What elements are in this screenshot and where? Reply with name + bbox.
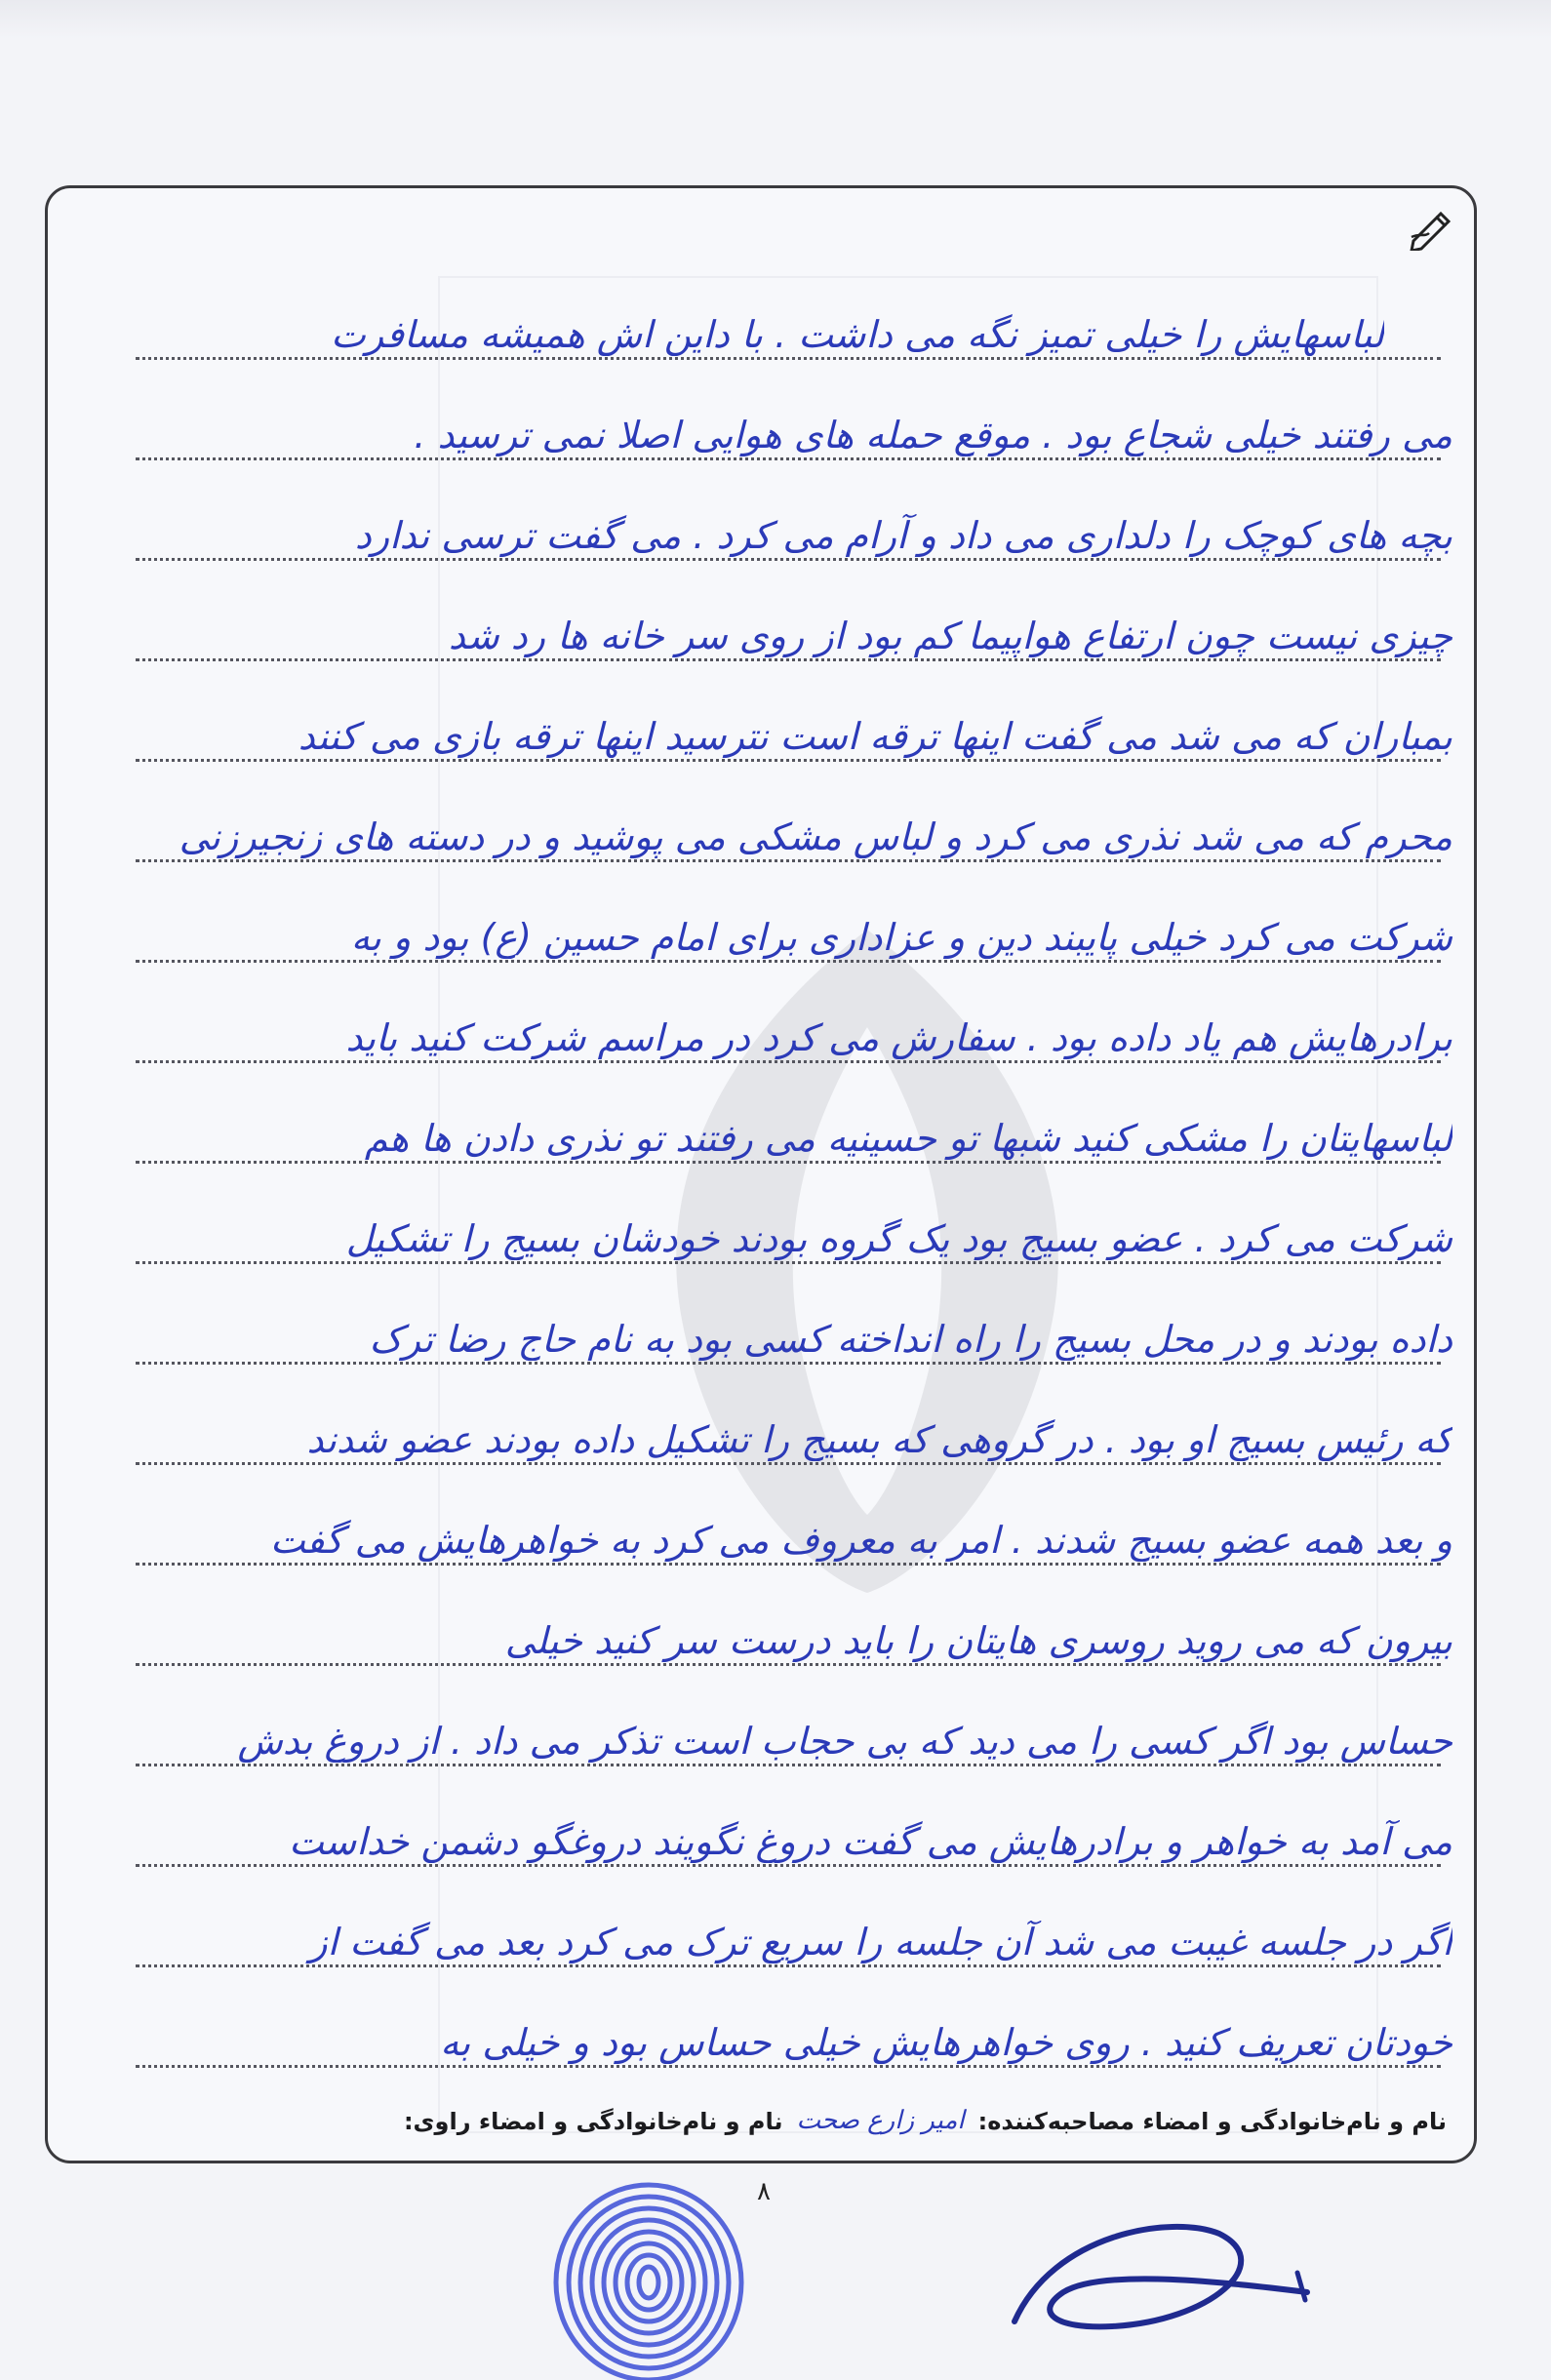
fingerprint bbox=[546, 2165, 751, 2380]
text-line bbox=[87, 1185, 1452, 1286]
interviewer-name: امیر زارع صحت bbox=[796, 2106, 965, 2135]
line-text: بمباران که می شد می گفت اینها ترقه است نترسید اینها ترقه بازی می کنند bbox=[298, 715, 1452, 758]
text-line bbox=[87, 1286, 1452, 1386]
line-text: برادرهایش هم یاد داده بود . سفارش می کرد در مراسم شرکت کنید باید bbox=[345, 1016, 1452, 1059]
text-line bbox=[87, 1386, 1452, 1487]
page-frame bbox=[45, 185, 1477, 2163]
text-line bbox=[87, 482, 1452, 582]
text-line bbox=[87, 1487, 1452, 1587]
line-text: می آمد به خواهر و برادرهایش می گفت دروغ نگویند دروغگو دشمن خداست bbox=[289, 1820, 1452, 1863]
line-text: بچه های کوچک را دلداری می داد و آرام می کرد . می گفت ترسی ندارد bbox=[354, 514, 1452, 557]
narrator-label: نام و نام‌خانوادگی و امضاء راوی: bbox=[403, 2108, 783, 2135]
paper-top-edge bbox=[0, 0, 1551, 39]
text-line bbox=[87, 1788, 1452, 1888]
line-text: لباسهایش را خیلی تمیز نگه می داشت . با داین اش همیشه مسافرت bbox=[331, 313, 1384, 356]
line-text: و بعد همه عضو بسیج شدند . امر به معروف می کرد به خواهرهایش می گفت bbox=[269, 1519, 1452, 1562]
line-text: شرکت می کرد . عضو بسیج بود یک گروه بودند خودشان بسیج را تشکیل bbox=[345, 1217, 1452, 1260]
text-line bbox=[87, 683, 1452, 783]
line-text: اگر در جلسه غیبت می شد آن جلسه را سریع ترک می کرد بعد می گفت از bbox=[309, 1921, 1452, 1964]
text-line bbox=[87, 1587, 1452, 1687]
text-line bbox=[87, 1888, 1452, 1989]
line-text: لباسهایتان را مشکی کنید شبها تو حسینیه می رفتند تو نذری دادن ها هم bbox=[364, 1117, 1452, 1160]
line-text: می رفتند خیلی شجاع بود . موقع حمله های هوایی اصلا نمی ترسید . bbox=[414, 414, 1452, 456]
pen-writing-icon bbox=[1408, 208, 1454, 251]
handwritten-lines bbox=[87, 281, 1452, 2089]
line-text: که رئیس بسیج او بود . در گروهی که بسیج را تشکیل داده بودند عضو شدند bbox=[306, 1418, 1452, 1461]
line-text: شرکت می کرد خیلی پایبند دین و عزاداری برای امام حسین (ع) بود و به bbox=[350, 916, 1452, 959]
text-line bbox=[87, 783, 1452, 884]
line-text: چیزی نیست چون ارتفاع هواپیما کم بود از روی سر خانه ها رد شد bbox=[448, 615, 1452, 657]
text-line bbox=[87, 582, 1452, 683]
text-line bbox=[87, 1085, 1452, 1185]
text-line bbox=[87, 281, 1452, 381]
line-text: بیرون که می روید روسری هایتان را باید درست سر کنید خیلی bbox=[504, 1619, 1452, 1662]
line-text: حساس بود اگر کسی را می دید که بی حجاب است تذکر می داد . از دروغ بدش bbox=[237, 1720, 1452, 1763]
text-line bbox=[87, 1687, 1452, 1788]
line-text: خودتان تعریف کنید . روی خواهرهایش خیلی حساس بود و خیلی به bbox=[440, 2021, 1452, 2064]
text-line bbox=[87, 1989, 1452, 2089]
signature-fields bbox=[75, 2106, 1447, 2135]
text-line bbox=[87, 381, 1452, 482]
interviewer-label: نام و نام‌خانوادگی و امضاء مصاحبه‌کننده: bbox=[977, 2108, 1447, 2135]
line-text: داده بودند و در محل بسیج را راه انداخته کسی بود به نام حاج رضا ترک bbox=[369, 1318, 1452, 1361]
signature bbox=[995, 2175, 1317, 2351]
text-line bbox=[87, 984, 1452, 1085]
text-line bbox=[87, 884, 1452, 984]
line-text: محرم که می شد نذری می کرد و لباس مشکی می پوشید و در دسته های زنجیرزنی bbox=[179, 815, 1452, 858]
page-number: ۸ bbox=[757, 2177, 771, 2206]
